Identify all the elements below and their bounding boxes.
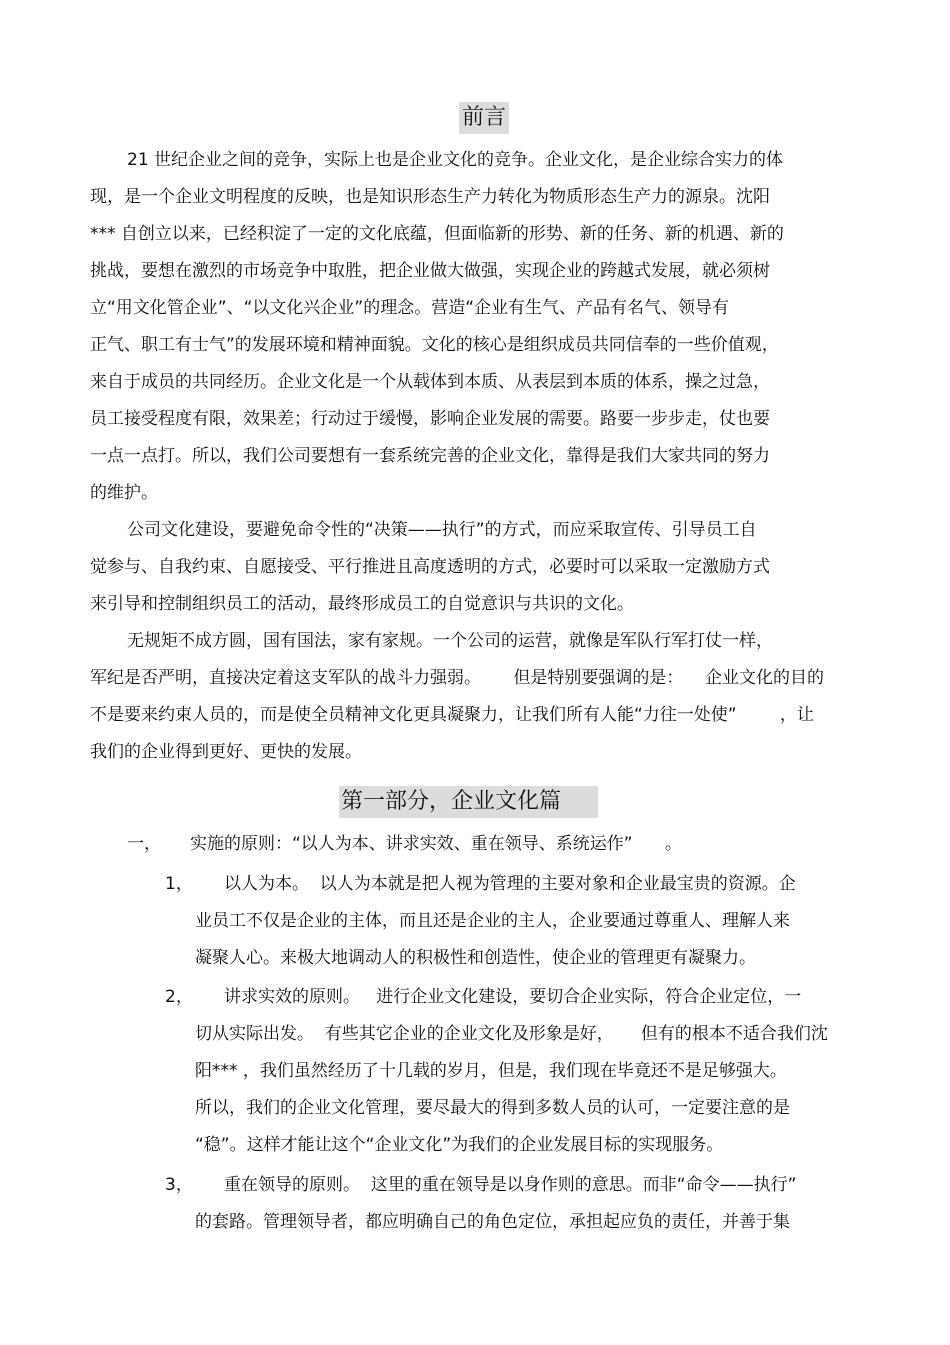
preface-line: 一点一点打。所以，我们公司要想有一套系统完善的企业文化，靠得是我们大家共同的努力	[90, 446, 770, 466]
preface-line: 员工接受程度有限，效果差；行动过于缓慢，影响企业发展的需要。路要一步步走，仗也要	[90, 409, 770, 429]
item-line: 以人为本。 以人为本就是把人视为管理的主要对象和企业最宝贵的资源。企	[224, 874, 796, 894]
preface-heading: 前言	[459, 102, 509, 134]
item-line: 所以，我们的企业文化管理，要尽最大的得到多数人员的认可，一定要注意的是	[195, 1098, 790, 1118]
preface-line: 立“用文化管企业”、“以文化兴企业”的理念。营造“企业有生气、产品有名气、领导有	[90, 298, 730, 318]
preface-line: 不是要来约束人员的，而是使全员精神文化更具凝聚力，让我们所有人能“力往一处使” ，让	[90, 705, 814, 725]
item-line: 阳*** ，我们虽然经历了十几载的岁月，但是，我们现在毕竟还不是足够强大。	[195, 1061, 787, 1081]
preface-line: 我们的企业得到更好、更快的发展。	[90, 742, 362, 762]
item-number: 3，	[165, 1175, 193, 1195]
preface-line: 来引导和控制组织员工的活动，最终形成员工的自觉意识与共识的文化。	[90, 594, 634, 614]
preface-line: 公司文化建设，要避免命令性的“决策——执行”的方式，而应采取宣传、引导员工自	[127, 520, 757, 540]
item-line: 讲求实效的原则。 进行企业文化建设，要切合企业实际，符合企业定位，一	[224, 987, 802, 1007]
item-line: 凝聚人心。来极大地调动人的积极性和创造性，使企业的管理更有凝聚力。	[195, 948, 756, 968]
item-line: 业员工不仅是企业的主体，而且还是企业的主人，企业要通过尊重人、理解人来	[195, 911, 790, 931]
preface-line: 现，是一个企业文明程度的反映，也是知识形态生产力转化为物质形态生产力的源泉。沈阳	[90, 187, 770, 207]
preface-line: 的维护。	[90, 483, 158, 503]
preface-line: 挑战，要想在激烈的市场竞争中取胜，把企业做大做强，实现企业的跨越式发展，就必须树	[90, 261, 770, 281]
preface-line: 无规矩不成方圆，国有国法，家有家规。一个公司的运营，就像是军队行军打仗一样，	[127, 631, 773, 651]
item-number: 2，	[165, 987, 193, 1007]
item-line: 切从实际出发。 有些其它企业的企业文化及形象是好， 但有的根本不适合我们沈	[195, 1024, 828, 1044]
preface-line: 来自于成员的共同经历。企业文化是一个从载体到本质、从表层到本质的体系，操之过急，	[90, 372, 770, 392]
preface-line: 21 世纪企业之间的竞争，实际上也是企业文化的竞争。企业文化，是企业综合实力的体	[127, 150, 784, 170]
preface-line: 正气、职工有士气”的发展环境和精神面貌。文化的核心是组织成员共同信奉的一些价值观，	[90, 335, 779, 355]
item-line: 的套路。管理领导者，都应明确自己的角色定位，承担起应负的责任，并善于集	[195, 1212, 790, 1232]
item-line: “稳”。这样才能让这个“企业文化”为我们的企业发展目标的实现服务。	[195, 1135, 724, 1155]
item-number: 1，	[165, 874, 193, 894]
section-number: 一，	[127, 834, 161, 854]
part-one-heading: 第一部分，企业文化篇	[339, 786, 598, 818]
preface-line: 军纪是否严明，直接决定着这支军队的战斗力强弱。 但是特别要强调的是： 企业文化的目的	[90, 668, 825, 688]
section-title: 实施的原则：“以人为本、讲求实效、重在领导、系统运作” 。	[190, 834, 683, 854]
preface-line: 觉参与、自我约束、自愿接受、平行推进且高度透明的方式，必要时可以采取一定激励方式	[90, 557, 770, 577]
item-line: 重在领导的原则。 这里的重在领导是以身作则的意思。而非“命令——执行”	[224, 1175, 797, 1195]
preface-line: *** 自创立以来，已经积淀了一定的文化底蕴，但面临新的形势、新的任务、新的机遇、新的	[90, 224, 784, 244]
